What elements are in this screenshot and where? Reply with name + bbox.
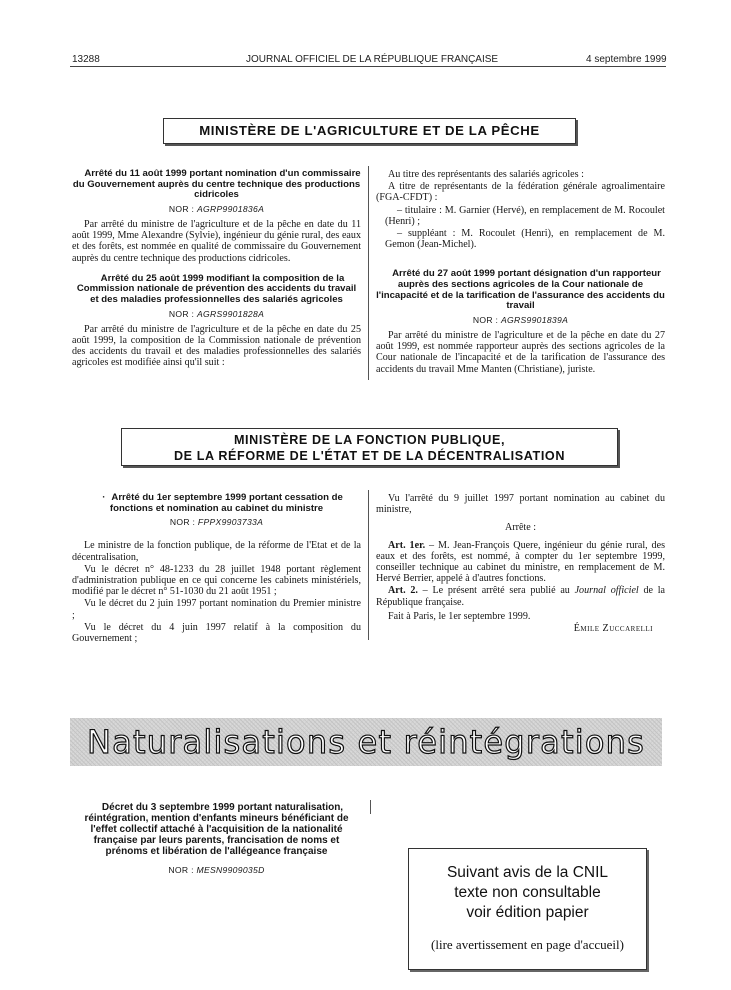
arrete-paragraph: Vu l'arrêté du 9 juillet 1997 portant nomination au cabinet du ministre, bbox=[376, 493, 665, 516]
page-number: 13288 bbox=[72, 54, 100, 65]
cnil-line: Suivant avis de la CNIL bbox=[446, 864, 609, 881]
cnil-line: voir édition papier bbox=[466, 904, 589, 921]
ministry-heading-line: DE LA RÉFORME DE L'ÉTAT ET DE LA DÉCENTRALISATION bbox=[173, 449, 566, 463]
arrete-body: Par arrêté du ministre de l'agriculture et de la pêche en date du 25 août 1999, la composition de la Commission nationale de prévention des accidents du travail et des maladies professionnelles des salariés agricoles est modifiée ainsi qu'il suit : bbox=[72, 323, 361, 369]
nor-label: NOR : bbox=[472, 314, 499, 325]
article-label: Art. 1er. bbox=[388, 539, 426, 551]
decree-title: Décret du 3 septembre 1999 portant naturalisation, réintégration, mention d'enfants mineurs bénéficiant de l'effet collectif attaché à l'acquisition de la nationalité française par leurs parents, francisation de noms et prénoms et libération de l'allégeance française bbox=[84, 802, 349, 857]
journal-name: Journal officiel bbox=[574, 585, 639, 597]
arrete-keyword: Arrête : bbox=[504, 522, 537, 534]
ministry1-right-column bbox=[376, 169, 665, 376]
ministry1-left-column bbox=[72, 169, 361, 370]
nor-label: NOR : bbox=[168, 203, 195, 214]
nor-reference bbox=[72, 517, 361, 528]
article-1 bbox=[376, 540, 665, 585]
arrete-paragraph: Le ministre de la fonction publique, de la réforme de l'Etat et de la décentralisation, bbox=[72, 540, 361, 563]
nor-code: FPPX9903733A bbox=[197, 517, 264, 528]
cnil-note: (lire avertissement en page d'accueil) bbox=[431, 937, 624, 952]
signature: Émile Zuccarelli bbox=[573, 623, 653, 635]
nor-code: AGRP9901836A bbox=[196, 203, 265, 214]
nor-label: NOR : bbox=[168, 865, 194, 875]
issue-date: 4 septembre 1999 bbox=[586, 54, 667, 65]
article-text: – M. Jean-François Quere, ingénieur du génie rural, des eaux et des forêts, est nommé, à compter du 1er septembre 1999, conseiller technique au cabinet du ministre, en remplacement de M. Hervé Berrier, appelé à d'autres fonctions. bbox=[376, 539, 666, 585]
arrete-title: Arrêté du 25 août 1999 modifiant la composition de la Commission nationale de prévention des accidents du travail et des maladies professionnelles des salariés agricoles bbox=[76, 272, 357, 305]
article-label: Art. 2. bbox=[388, 585, 418, 597]
nor-code: MESN9909035D bbox=[196, 865, 265, 875]
column-divider bbox=[370, 800, 371, 814]
header-rule bbox=[70, 66, 666, 67]
article-text: – Le présent arrêté sera publié au bbox=[417, 585, 575, 597]
arrete-title-text: Arrêté du 1er septembre 1999 portant cessation de fonctions et nomination au cabinet du ministre bbox=[109, 492, 343, 514]
list-item: – titulaire : M. Garnier (Hervé), en remplacement de M. Rocoulet (Henri) ; bbox=[385, 204, 665, 227]
nor-reference bbox=[72, 865, 361, 876]
article-text: de la République française. bbox=[376, 585, 665, 608]
arrete-body: Par arrêté du ministre de l'agriculture et de la pêche en date du 11 août 1999, Mme Alexandre (Sylvie), ingénieur du génie rural, des eaux et des forêts, est nommée en qualité de commissaire du Gouvernement auprès du centre technique des productions cidricoles. bbox=[72, 218, 361, 264]
ministry2-right-column bbox=[376, 493, 665, 635]
arrete-body: Par arrêté du ministre de l'agriculture et de la pêche en date du 27 août 1999, est nommée rapporteur auprès des sections agricoles de la Cour nationale de l'incapacité et de la tarification de l'assurance des accidents du travail Mme Manten (Christiane), juriste. bbox=[376, 330, 665, 375]
cnil-notice-text bbox=[409, 863, 646, 923]
signature-place-date: Fait à Paris, le 1er septembre 1999. bbox=[388, 610, 531, 622]
title-bullet: · bbox=[102, 492, 106, 503]
arrete-paragraph: Vu le décret n° 48-1233 du 28 juillet 1948 portant règlement d'administration publique en ce qui concerne les cabinets ministériels, modifié par le décret n° 51-1030 du 21 août 1951 ; bbox=[72, 563, 361, 598]
nor-reference bbox=[72, 309, 361, 320]
arrete-paragraph: Vu le décret du 2 juin 1997 portant nomination du Premier ministre ; bbox=[72, 598, 361, 621]
arrete-title: Arrêté du 27 août 1999 portant désignation d'un rapporteur auprès des sections agricoles de la Cour nationale de l'incapacité et de la tarification de l'assurance des accidents du travail bbox=[376, 268, 665, 312]
ministry-heading-line: MINISTÈRE DE LA FONCTION PUBLIQUE, bbox=[233, 433, 506, 447]
ministry2-left-column bbox=[72, 493, 361, 645]
nor-reference bbox=[376, 315, 665, 326]
section-banner: Naturalisations et réintégrations bbox=[70, 718, 662, 766]
nor-label: NOR : bbox=[168, 308, 195, 319]
column-divider bbox=[368, 166, 369, 380]
arrete-paragraph: A titre de représentants de la fédération générale agroalimentaire (FGA-CFDT) : bbox=[376, 181, 665, 204]
column-divider bbox=[368, 490, 369, 640]
article-2 bbox=[376, 585, 665, 607]
nor-label: NOR : bbox=[169, 517, 196, 528]
nor-reference bbox=[72, 204, 361, 215]
ministry-fonction-publique-heading bbox=[121, 428, 618, 466]
ministry-agriculture-heading: MINISTÈRE DE L'AGRICULTURE ET DE LA PÊCHE bbox=[163, 118, 576, 144]
arrete-paragraph: Au titre des représentants des salariés agricoles : bbox=[388, 169, 584, 180]
nor-code: AGRS9901839A bbox=[500, 314, 569, 325]
journal-title: JOURNAL OFFICIEL DE LA RÉPUBLIQUE FRANÇAISE bbox=[246, 54, 499, 65]
list-item: – suppléant : M. Rocoulet (Henri), en remplacement de M. Gemon (Jean-Michel). bbox=[385, 228, 665, 251]
cnil-line: texte non consultable bbox=[454, 884, 601, 901]
nor-code: AGRS9901828A bbox=[196, 308, 265, 319]
decree-block bbox=[72, 802, 361, 880]
arrete-paragraph: Vu le décret du 4 juin 1997 relatif à la composition du Gouvernement ; bbox=[72, 621, 361, 645]
arrete-title bbox=[72, 493, 361, 514]
arrete-title: Arrêté du 11 août 1999 portant nomination d'un commissaire du Gouvernement auprès du centre technique des productions cidricoles bbox=[72, 168, 361, 201]
cnil-notice-box bbox=[408, 848, 647, 970]
